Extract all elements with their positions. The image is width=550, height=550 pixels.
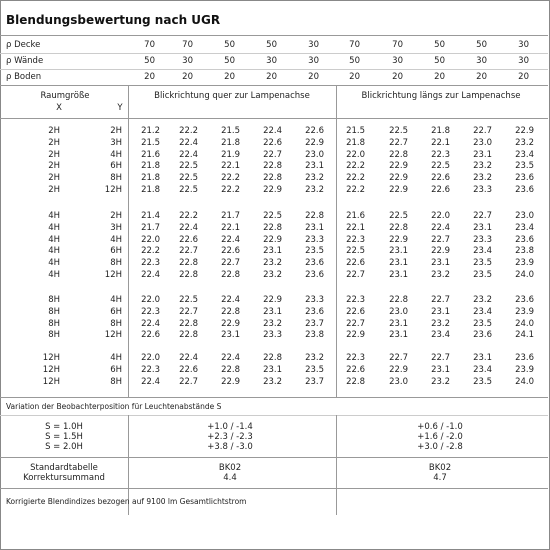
ugr-value: 22.8 (179, 258, 198, 269)
ugr-value: 23.2 (473, 173, 492, 184)
room-x: 2H (48, 173, 60, 184)
ugr-value: 22.4 (179, 353, 198, 363)
ugr-value: 22.7 (179, 246, 198, 257)
room-y: 8H (110, 318, 122, 329)
room-y: 12H (104, 270, 122, 280)
room-x: 2H (48, 149, 60, 160)
ugr-value: 22.4 (221, 234, 240, 245)
ugr-value: 23.1 (389, 318, 408, 329)
room-x: 2H (48, 137, 60, 148)
ugr-value: 22.7 (179, 376, 198, 387)
ugr-value: 23.1 (431, 306, 450, 317)
ugr-value: 23.4 (473, 364, 492, 375)
reflectance-value: 50 (434, 40, 445, 50)
ugr-value: 22.7 (431, 234, 450, 245)
ugr-value: 22.0 (141, 353, 160, 363)
ugr-value: 23.1 (263, 364, 282, 375)
header-divider (0, 85, 548, 86)
reflectance-value: 50 (349, 56, 360, 66)
reflectance-value: 70 (349, 40, 360, 50)
ugr-value: 23.1 (473, 149, 492, 160)
room-x: 4H (48, 246, 60, 257)
room-x: 8H (48, 306, 60, 317)
ugr-value: 22.5 (389, 211, 408, 221)
title-divider (0, 35, 548, 36)
ugr-value: 22.7 (389, 137, 408, 148)
room-y: 2H (110, 211, 122, 221)
reflectance-value: 30 (308, 40, 319, 50)
ugr-value: 23.0 (389, 306, 408, 317)
standard-table-label: Standardtabelle (30, 463, 98, 473)
room-x: 2H (48, 161, 60, 172)
ugr-value: 22.6 (141, 330, 160, 341)
ugr-value: 22.7 (221, 258, 240, 269)
ugr-value: 23.6 (305, 270, 324, 280)
ugr-value: 22.0 (431, 211, 450, 221)
ugr-value: 22.2 (346, 173, 365, 184)
ugr-value: 23.4 (431, 330, 450, 341)
ugr-value: 23.2 (263, 376, 282, 387)
ugr-value: 23.2 (473, 161, 492, 172)
ugr-value: 23.7 (305, 376, 324, 387)
ugr-value: 22.6 (431, 173, 450, 184)
ugr-value: 22.9 (263, 234, 282, 245)
ugr-value: 21.8 (141, 185, 160, 195)
ugr-value: 22.8 (263, 161, 282, 172)
ugr-value: 22.7 (346, 318, 365, 329)
ugr-value: 23.2 (263, 258, 282, 269)
ugr-value: 22.8 (221, 364, 240, 375)
ugr-value: 22.6 (431, 185, 450, 195)
variation-right: +3.0 / -2.8 (417, 442, 463, 452)
reflectance-row-divider (0, 53, 548, 54)
ugr-value: 22.5 (389, 126, 408, 136)
room-y: 12H (104, 330, 122, 341)
room-x: 8H (48, 330, 60, 341)
reflectance-value: 30 (182, 56, 193, 66)
variation-label-divider (0, 415, 548, 416)
ugr-value: 22.7 (473, 126, 492, 136)
header-bottom-divider (0, 118, 548, 119)
ugr-value: 22.8 (179, 318, 198, 329)
ugr-value: 23.6 (305, 258, 324, 269)
ugr-value: 23.6 (515, 295, 534, 305)
ugr-value: 22.5 (179, 173, 198, 184)
ugr-value: 22.4 (221, 295, 240, 305)
ugr-value: 22.7 (346, 270, 365, 280)
ugr-value: 21.7 (141, 222, 160, 233)
ugr-value: 22.9 (389, 173, 408, 184)
room-y: 6H (110, 246, 122, 257)
ugr-value: 22.2 (179, 211, 198, 221)
ugr-value: 22.2 (179, 126, 198, 136)
ugr-value: 22.9 (389, 234, 408, 245)
room-x: 2H (48, 126, 60, 136)
room-y: 4H (110, 295, 122, 305)
ugr-value: 23.1 (305, 222, 324, 233)
right-direction-header: Blickrichtung längs zur Lampenachse (361, 91, 521, 101)
ugr-value: 22.3 (346, 353, 365, 363)
ugr-value: 23.0 (473, 137, 492, 148)
reflectance-value: 50 (144, 56, 155, 66)
ugr-value: 21.8 (221, 137, 240, 148)
ugr-value: 22.5 (179, 161, 198, 172)
ugr-value: 22.3 (141, 306, 160, 317)
x-label: X (56, 103, 62, 113)
left-direction-header: Blickrichtung quer zur Lampenachse (154, 91, 310, 101)
room-x: 4H (48, 222, 60, 233)
room-x: 4H (48, 270, 60, 280)
reflectance-value: 30 (476, 56, 487, 66)
ugr-value: 22.8 (389, 149, 408, 160)
ugr-value: 23.9 (515, 306, 534, 317)
room-size-label: Raumgröße (40, 91, 90, 101)
ugr-value: 24.0 (515, 318, 534, 329)
ugr-value: 22.9 (263, 185, 282, 195)
ugr-value: 23.2 (473, 295, 492, 305)
reflectance-value: 20 (308, 72, 319, 82)
ugr-value: 21.5 (346, 126, 365, 136)
ugr-value: 23.1 (263, 306, 282, 317)
ugr-value: 22.2 (221, 185, 240, 195)
ugr-value: 22.9 (305, 137, 324, 148)
reflectance-label: ρ Wände (6, 56, 44, 66)
reflectance-value: 70 (182, 40, 193, 50)
ugr-value: 23.6 (305, 306, 324, 317)
ugr-value: 23.9 (515, 364, 534, 375)
ugr-value: 22.8 (221, 270, 240, 280)
variation-divider (0, 397, 548, 398)
ugr-value: 23.2 (305, 185, 324, 195)
ugr-value: 22.6 (221, 246, 240, 257)
room-y: 12H (104, 185, 122, 195)
ugr-value: 23.0 (515, 211, 534, 221)
ugr-value: 24.0 (515, 376, 534, 387)
spacing-label: S = 2.0H (45, 442, 83, 452)
reflectance-value: 20 (266, 72, 277, 82)
reflectance-value: 20 (144, 72, 155, 82)
ugr-value: 23.3 (305, 295, 324, 305)
ugr-value: 22.8 (263, 173, 282, 184)
ugr-value: 23.2 (263, 270, 282, 280)
ugr-value: 22.7 (179, 306, 198, 317)
reflectance-value: 20 (518, 72, 529, 82)
ugr-value: 23.5 (515, 161, 534, 172)
room-x: 12H (42, 353, 60, 363)
reflectance-value: 50 (224, 56, 235, 66)
room-x: 12H (42, 364, 60, 375)
ugr-value: 21.4 (141, 211, 160, 221)
correction-label: Korrektursummand (23, 473, 105, 483)
reflectance-value: 20 (434, 72, 445, 82)
ugr-value: 22.8 (389, 295, 408, 305)
ugr-value: 23.4 (515, 222, 534, 233)
room-x: 8H (48, 295, 60, 305)
standard-divider (0, 457, 548, 458)
ugr-value: 24.1 (515, 330, 534, 341)
ugr-value: 22.2 (346, 161, 365, 172)
ugr-value: 23.4 (515, 149, 534, 160)
ugr-value: 21.9 (221, 149, 240, 160)
ugr-value: 21.5 (141, 137, 160, 148)
footer-divider (0, 488, 548, 489)
ugr-value: 22.9 (221, 318, 240, 329)
ugr-value: 22.4 (179, 222, 198, 233)
ugr-value: 21.5 (221, 126, 240, 136)
reflectance-value: 50 (224, 40, 235, 50)
ugr-value: 22.9 (515, 126, 534, 136)
ugr-value: 22.6 (179, 364, 198, 375)
ugr-value: 22.3 (141, 364, 160, 375)
ugr-value: 23.5 (473, 318, 492, 329)
reflectance-label: ρ Boden (6, 72, 42, 82)
ugr-value: 23.7 (305, 318, 324, 329)
reflectance-value: 20 (349, 72, 360, 82)
ugr-value: 23.4 (473, 306, 492, 317)
ugr-value: 22.3 (141, 258, 160, 269)
spacing-label: S = 1.0H (45, 422, 83, 432)
ugr-value: 23.1 (389, 270, 408, 280)
left-correction: 4.4 (223, 473, 237, 483)
right-standard-table: BK02 (428, 463, 452, 473)
ugr-value: 23.5 (473, 258, 492, 269)
ugr-value: 23.8 (305, 330, 324, 341)
reflectance-value: 20 (476, 72, 487, 82)
ugr-value: 22.9 (389, 364, 408, 375)
variation-left: +1.0 / -1.4 (207, 422, 253, 432)
reflectance-value: 30 (266, 56, 277, 66)
ugr-value: 23.2 (431, 270, 450, 280)
ugr-value: 22.5 (431, 161, 450, 172)
ugr-value: 23.6 (515, 173, 534, 184)
ugr-value: 23.4 (473, 246, 492, 257)
room-y: 8H (110, 258, 122, 269)
ugr-value: 23.0 (389, 376, 408, 387)
room-y: 4H (110, 353, 122, 363)
ugr-value: 23.1 (389, 246, 408, 257)
ugr-value: 22.0 (141, 234, 160, 245)
ugr-value: 23.5 (473, 376, 492, 387)
ugr-value: 22.7 (431, 353, 450, 363)
ugr-value: 23.6 (515, 185, 534, 195)
ugr-value: 22.4 (141, 376, 160, 387)
reflectance-value: 20 (392, 72, 403, 82)
ugr-value: 23.2 (263, 318, 282, 329)
ugr-value: 22.7 (431, 295, 450, 305)
variation-left: +3.8 / -3.0 (207, 442, 253, 452)
room-y: 2H (110, 126, 122, 136)
ugr-value: 22.3 (346, 234, 365, 245)
ugr-value: 22.4 (179, 149, 198, 160)
reflectance-value: 30 (308, 56, 319, 66)
variation-right: +1.6 / -2.0 (417, 432, 463, 442)
direction-divider-lower (336, 415, 337, 515)
y-label: Y (117, 103, 123, 113)
ugr-value: 22.3 (431, 149, 450, 160)
ugr-value: 22.4 (141, 318, 160, 329)
ugr-value: 21.8 (141, 173, 160, 184)
ugr-value: 23.0 (305, 149, 324, 160)
ugr-value: 23.1 (431, 364, 450, 375)
room-y: 6H (110, 306, 122, 317)
ugr-value: 21.8 (141, 161, 160, 172)
ugr-value: 22.4 (141, 270, 160, 280)
room-x: 8H (48, 318, 60, 329)
reflectance-value: 70 (144, 40, 155, 50)
variation-right: +0.6 / -1.0 (417, 422, 463, 432)
ugr-value: 22.9 (431, 246, 450, 257)
ugr-value: 22.1 (221, 161, 240, 172)
ugr-value: 23.1 (305, 161, 324, 172)
ugr-value: 23.1 (221, 330, 240, 341)
room-x: 4H (48, 234, 60, 245)
ugr-value: 23.1 (473, 222, 492, 233)
ugr-value: 22.1 (346, 222, 365, 233)
ugr-value: 23.5 (473, 270, 492, 280)
ugr-value: 22.6 (179, 234, 198, 245)
room-y: 8H (110, 376, 122, 387)
ugr-value: 23.2 (515, 137, 534, 148)
room-y: 4H (110, 149, 122, 160)
ugr-value: 23.6 (473, 330, 492, 341)
ugr-value: 23.2 (431, 376, 450, 387)
ugr-value: 22.6 (263, 137, 282, 148)
ugr-value: 22.8 (263, 222, 282, 233)
ugr-value: 23.3 (473, 185, 492, 195)
spacing-label: S = 1.5H (45, 432, 83, 442)
ugr-value: 22.9 (221, 376, 240, 387)
variation-label: Variation der Beobachterposition für Leuchtenabstände S (6, 402, 222, 411)
ugr-value: 22.6 (346, 364, 365, 375)
ugr-value: 22.9 (389, 161, 408, 172)
room-x: 2H (48, 185, 60, 195)
ugr-value: 23.3 (473, 234, 492, 245)
ugr-value: 22.0 (346, 149, 365, 160)
ugr-value: 22.4 (179, 137, 198, 148)
room-y: 6H (110, 364, 122, 375)
ugr-value: 22.7 (389, 353, 408, 363)
reflectance-value: 30 (392, 56, 403, 66)
ugr-value: 21.7 (221, 211, 240, 221)
footer-note: Korrigierte Blendindizes bezogen auf 9100 lm Gesamtlichtstrom (6, 497, 247, 506)
ugr-value: 22.8 (346, 376, 365, 387)
ugr-value: 22.9 (346, 330, 365, 341)
reflectance-value: 50 (476, 40, 487, 50)
room-y: 6H (110, 161, 122, 172)
ugr-value: 22.3 (346, 295, 365, 305)
ugr-value: 23.9 (515, 258, 534, 269)
ugr-value: 23.8 (515, 246, 534, 257)
ugr-value: 22.5 (179, 295, 198, 305)
room-y: 8H (110, 173, 122, 184)
right-correction: 4.7 (433, 473, 447, 483)
ugr-value: 23.1 (473, 353, 492, 363)
ugr-value: 23.6 (515, 234, 534, 245)
ugr-value: 22.6 (305, 126, 324, 136)
ugr-value: 22.4 (221, 353, 240, 363)
ugr-value: 23.2 (431, 318, 450, 329)
room-x: 4H (48, 258, 60, 269)
variation-left: +2.3 / -2.3 (207, 432, 253, 442)
reflectance-value: 50 (266, 40, 277, 50)
ugr-value: 22.0 (141, 295, 160, 305)
ugr-value: 22.2 (221, 173, 240, 184)
ugr-value: 22.6 (346, 258, 365, 269)
ugr-value: 22.1 (431, 137, 450, 148)
page-title: Blendungsbewertung nach UGR (6, 13, 221, 27)
room-y: 3H (110, 222, 122, 233)
ugr-value: 21.6 (346, 211, 365, 221)
ugr-value: 23.1 (263, 246, 282, 257)
ugr-value: 22.5 (263, 211, 282, 221)
reflectance-value: 20 (182, 72, 193, 82)
ugr-value: 21.8 (431, 126, 450, 136)
reflectance-value: 50 (434, 56, 445, 66)
ugr-value: 22.8 (389, 222, 408, 233)
ugr-value: 22.5 (179, 185, 198, 195)
ugr-value: 22.8 (305, 211, 324, 221)
reflectance-value: 30 (518, 40, 529, 50)
ugr-value: 22.7 (263, 149, 282, 160)
ugr-value: 22.8 (179, 270, 198, 280)
reflectance-row-divider (0, 69, 548, 70)
ugr-value: 23.3 (263, 330, 282, 341)
ugr-value: 23.3 (305, 234, 324, 245)
reflectance-value: 20 (224, 72, 235, 82)
ugr-value: 22.8 (221, 306, 240, 317)
ugr-value: 23.5 (305, 246, 324, 257)
room-y: 4H (110, 234, 122, 245)
ugr-value: 23.1 (389, 258, 408, 269)
ugr-value: 21.8 (346, 137, 365, 148)
room-x: 4H (48, 211, 60, 221)
ugr-value: 22.2 (346, 185, 365, 195)
ugr-value: 21.6 (141, 149, 160, 160)
ugr-value: 23.2 (305, 353, 324, 363)
ugr-value: 22.4 (263, 126, 282, 136)
ugr-value: 23.1 (431, 258, 450, 269)
ugr-value: 22.6 (346, 306, 365, 317)
ugr-value: 23.1 (389, 330, 408, 341)
ugr-value: 22.5 (346, 246, 365, 257)
ugr-value: 22.8 (263, 353, 282, 363)
left-standard-table: BK02 (218, 463, 242, 473)
reflectance-value: 70 (392, 40, 403, 50)
room-y: 3H (110, 137, 122, 148)
ugr-value: 22.9 (389, 185, 408, 195)
ugr-value: 21.2 (141, 126, 160, 136)
reflectance-label: ρ Decke (6, 40, 41, 50)
ugr-value: 23.5 (305, 364, 324, 375)
ugr-value: 22.4 (431, 222, 450, 233)
ugr-value: 22.8 (179, 330, 198, 341)
ugr-value: 22.7 (473, 211, 492, 221)
ugr-value: 23.6 (515, 353, 534, 363)
ugr-value: 24.0 (515, 270, 534, 280)
reflectance-value: 30 (518, 56, 529, 66)
ugr-value: 22.9 (263, 295, 282, 305)
room-x: 12H (42, 376, 60, 387)
ugr-value: 22.2 (141, 246, 160, 257)
ugr-value: 22.1 (221, 222, 240, 233)
ugr-value: 23.2 (305, 173, 324, 184)
